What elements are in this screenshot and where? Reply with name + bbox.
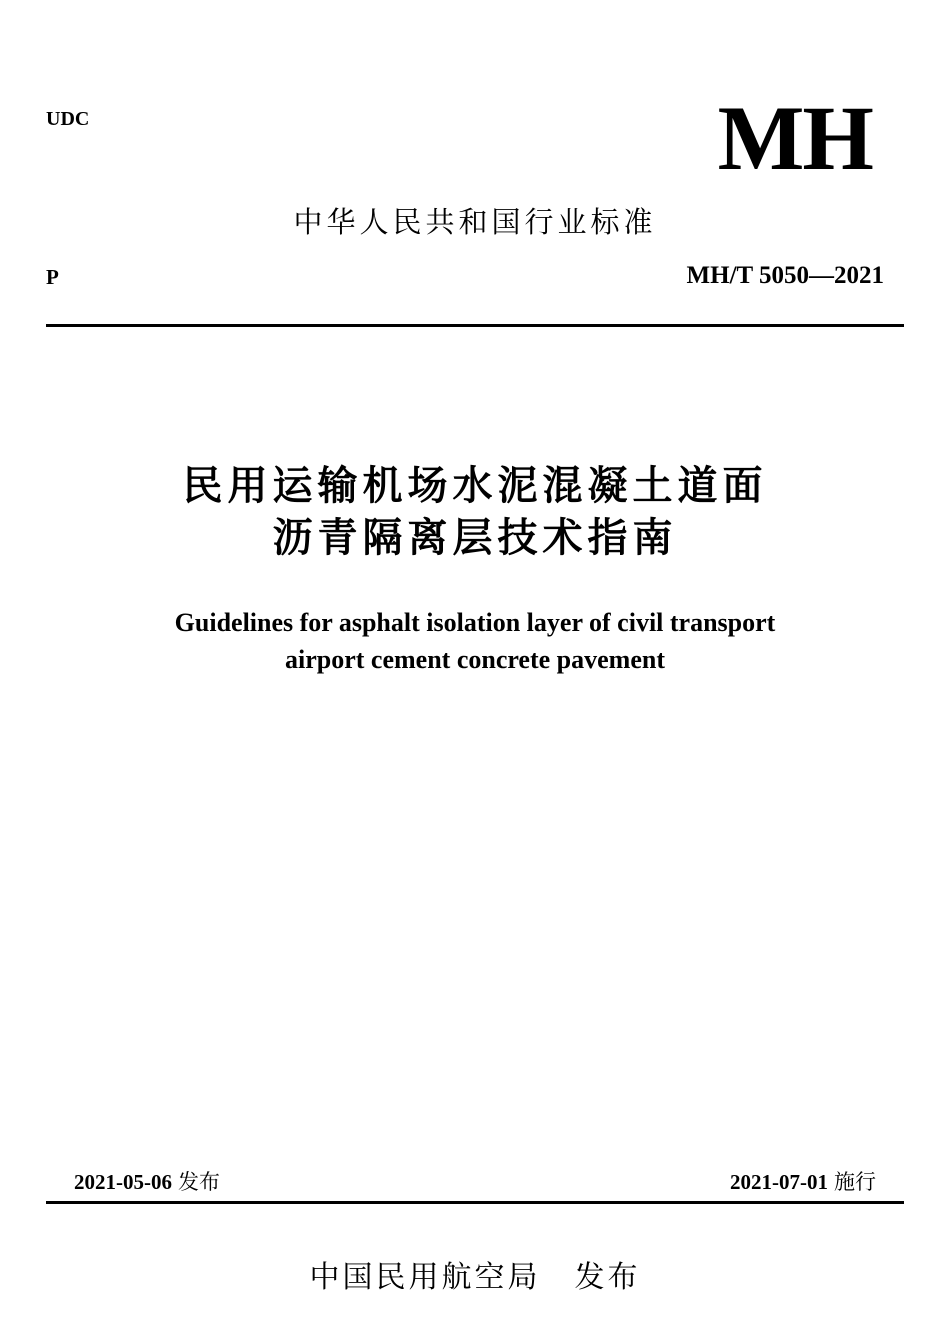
standard-number: MH/T 5050—2021 [686,262,884,289]
implementation-date-block [730,1166,876,1196]
issue-date-block [74,1166,220,1196]
english-title [0,604,950,678]
issue-word: 发布 [178,1170,220,1194]
top-divider [46,324,904,327]
mh-logo: MH [717,87,872,189]
chinese-title [0,460,950,564]
publisher-line [0,1252,950,1296]
bottom-divider [46,1201,904,1204]
issue-date: 2021-05-06 [74,1170,172,1194]
industry-standard-label: 中华人民共和国行业标准 [293,205,657,239]
english-title-line-1: Guidelines for asphalt isolation layer of civil transport [174,608,776,637]
chinese-title-line-2: 沥青隔离层技术指南 [272,515,678,561]
implementation-word: 施行 [834,1170,876,1194]
chinese-title-line-1: 民用运输机场水泥混凝土道面 [182,463,768,509]
publisher-action: 发布 [574,1260,641,1295]
english-title-line-2: airport cement concrete pavement [285,645,665,674]
implementation-date: 2021-07-01 [730,1170,828,1194]
udc-label: UDC [46,108,90,130]
publisher-name: 中国民用航空局 [309,1260,541,1295]
category-code: P [46,265,59,289]
